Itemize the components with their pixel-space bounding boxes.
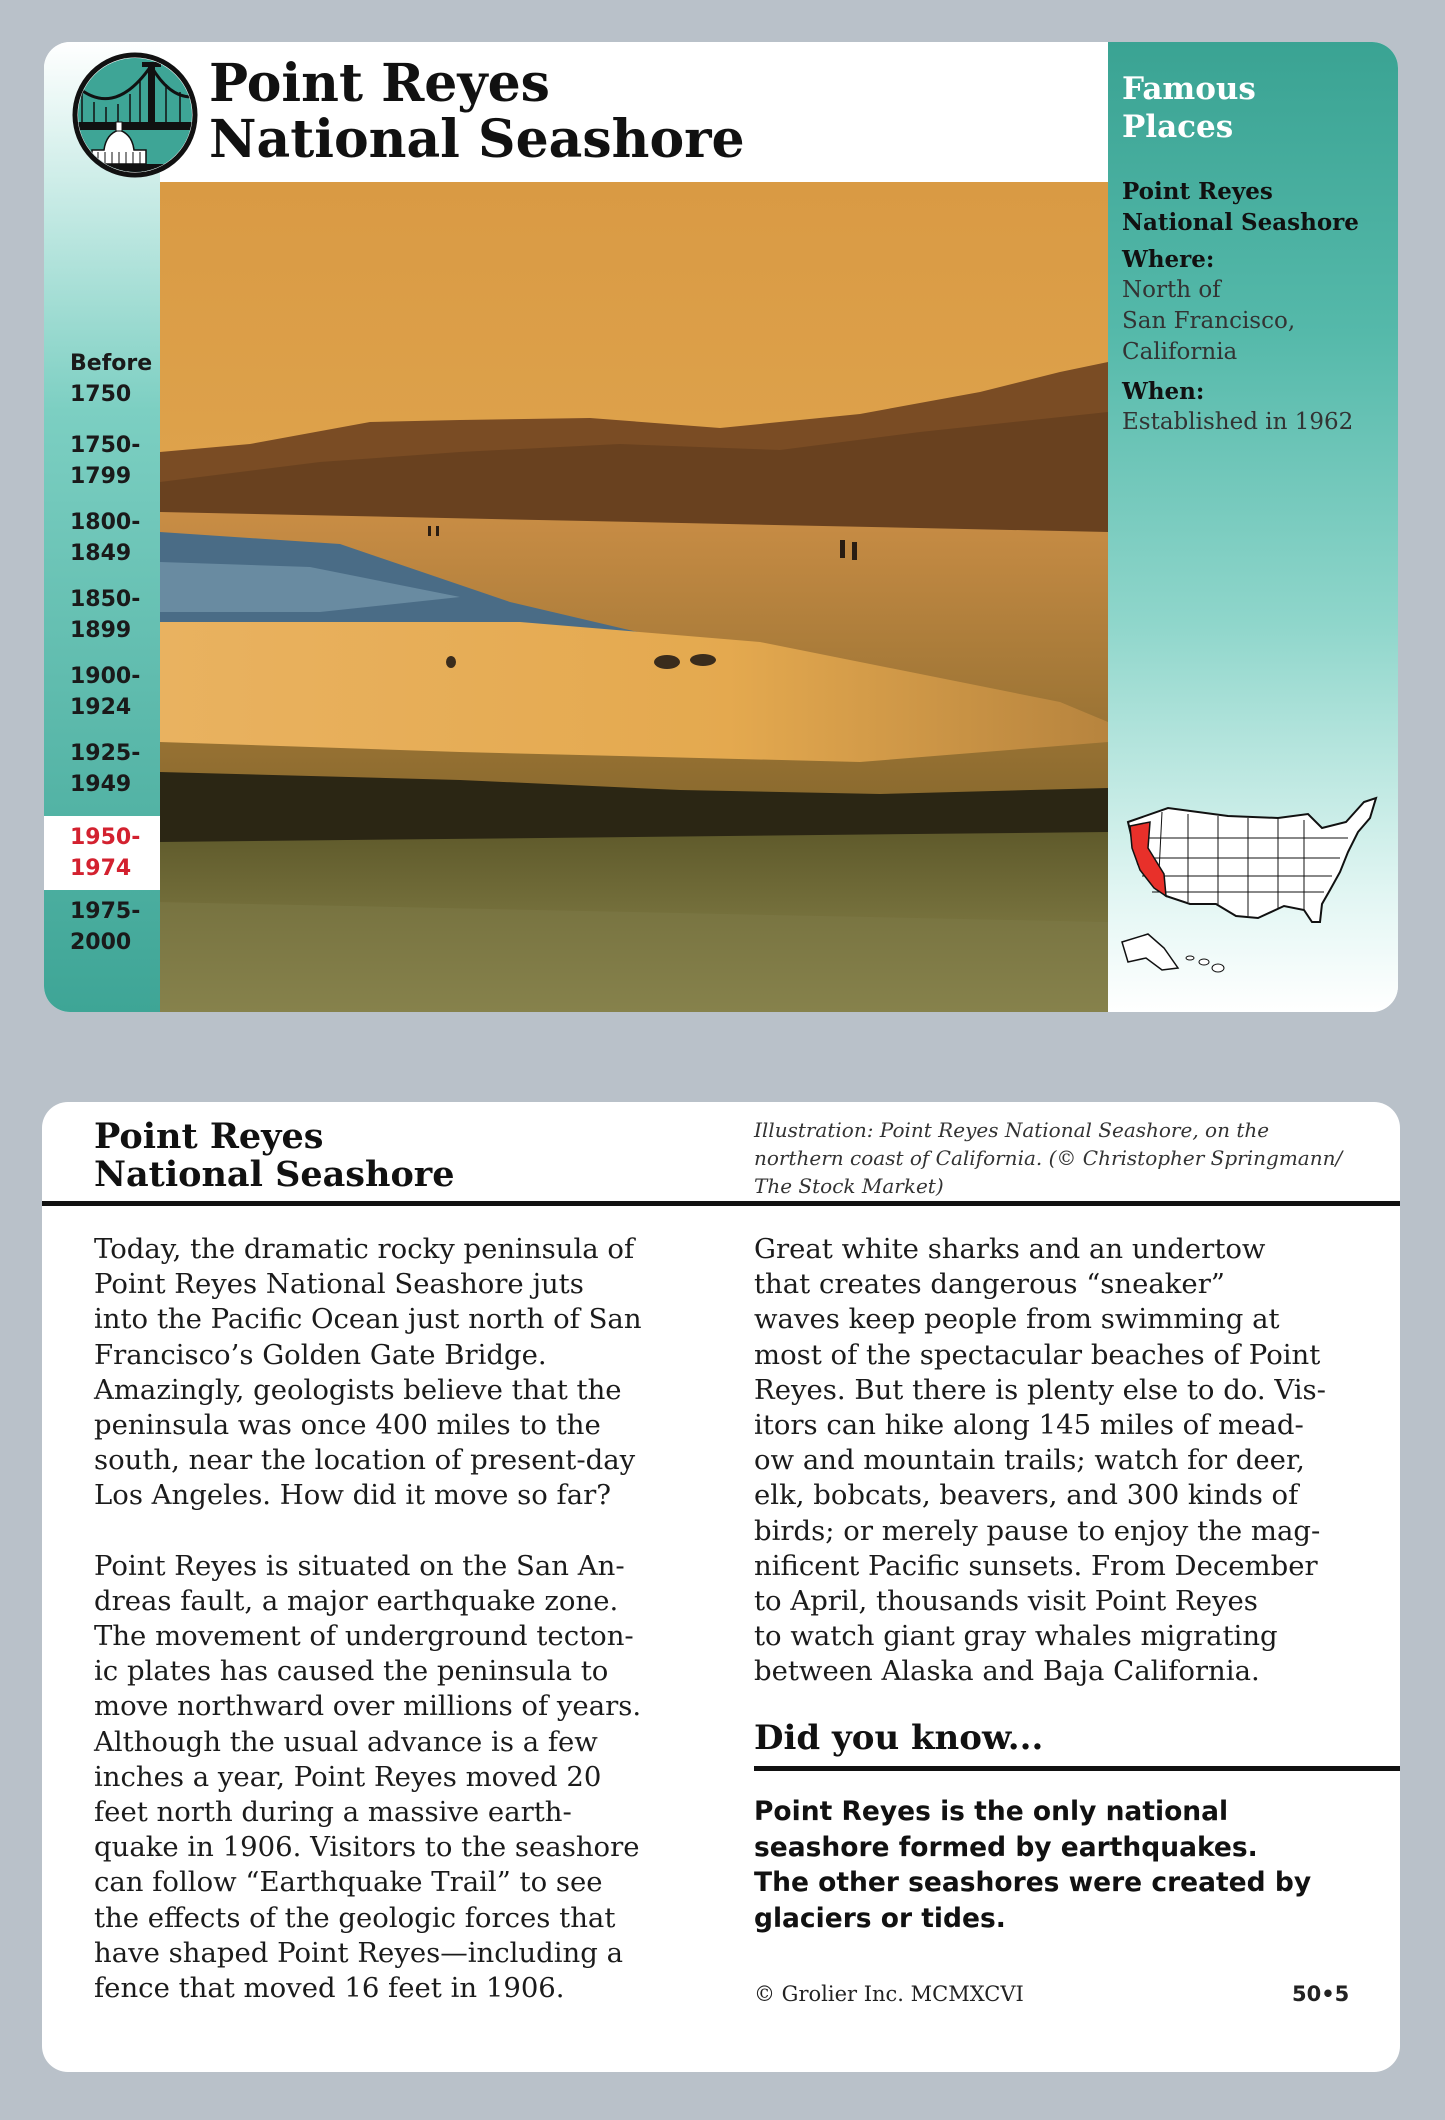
where-line1: North of bbox=[1122, 277, 1221, 303]
paragraph-2: Point Reyes is situated on the San An- dreas fault, a major earthquake zone. The movement of underground tecton- ic plates has caused the peninsula to move northward over millions of years. Although the usual advance is a few inches a year, Point Reyes moved 20 feet north during a massive earth- quake in 1906. Visitors to the seashore can follow “Earthquake Trail” to see the effects of the geologic forces that have shaped Point Reyes—including a fence that moved 16 feet in 1906. bbox=[94, 1549, 642, 2005]
back-title-line1: Point Reyes bbox=[94, 1116, 324, 1157]
place-name-line1: Point Reyes bbox=[1122, 178, 1273, 205]
card-front bbox=[44, 42, 1398, 1012]
era-1900-1924: 1900- 1924 bbox=[70, 664, 141, 720]
era-1925-1949: 1925- 1949 bbox=[70, 741, 141, 797]
paragraph-1: Today, the dramatic rocky peninsula of Point Reyes National Seashore juts into the Pacific Ocean just north of San Francisco’s Golden Gate Bridge. Amazingly, geologists believe that the peninsula was once 400 miles to the south, near the location of present-day Los Angeles. How did it move so far? bbox=[94, 1233, 642, 1512]
card-number: 50•5 bbox=[1292, 1982, 1350, 2006]
era-1850-1899: 1850- 1899 bbox=[70, 587, 141, 643]
card-back bbox=[42, 1102, 1400, 2072]
caption-line1: Illustration: Point Reyes National Seashore, on the bbox=[754, 1118, 1270, 1142]
copyright-notice: © Grolier Inc. MCMXCVI bbox=[754, 1982, 1024, 2006]
era-1750-1799: 1750- 1799 bbox=[70, 433, 141, 489]
where-label: Where: bbox=[1122, 246, 1215, 273]
front-title-line1: Point Reyes bbox=[209, 53, 550, 114]
front-title-line2: National Seashore bbox=[209, 109, 745, 170]
where-line3: California bbox=[1122, 339, 1238, 365]
series-line1: Famous bbox=[1122, 71, 1256, 107]
era-before-1750: Before 1750 bbox=[70, 351, 153, 407]
header-divider bbox=[42, 1201, 1400, 1206]
body-column-right bbox=[754, 1232, 1374, 1725]
place-name-line2: National Seashore bbox=[1122, 209, 1359, 236]
body-column-left bbox=[94, 1232, 744, 2041]
series-label bbox=[1122, 70, 1256, 146]
back-title-line2: National Seashore bbox=[94, 1154, 455, 1195]
front-title bbox=[209, 53, 909, 170]
us-map-icon bbox=[1108, 772, 1398, 1012]
era-1950-1974-active: 1950- 1974 bbox=[44, 816, 160, 890]
beach-photo bbox=[160, 182, 1108, 1012]
when-label: When: bbox=[1122, 378, 1205, 405]
caption-line3: The Stock Market) bbox=[754, 1174, 944, 1198]
era-1800-1849: 1800- 1849 bbox=[70, 510, 141, 566]
where-line2: San Francisco, bbox=[1122, 308, 1296, 334]
photo-caption bbox=[754, 1116, 1354, 1200]
when-value: Established in 1962 bbox=[1122, 409, 1354, 435]
info-panel-text bbox=[1122, 176, 1392, 438]
caption-line2: northern coast of California. (© Christopher Springmann/ bbox=[754, 1146, 1343, 1170]
did-you-know-text: Point Reyes is the only national seashore formed by earthquakes. The other seashores were created by glaciers or tides. bbox=[754, 1796, 1312, 1934]
series-line2: Places bbox=[1122, 109, 1234, 145]
era-1975-2000: 1975- 2000 bbox=[70, 899, 141, 955]
did-you-know-heading: Did you know... bbox=[754, 1718, 1044, 1758]
back-title bbox=[94, 1118, 594, 1194]
paragraph-3: Great white sharks and an undertow that creates dangerous “sneaker” waves keep people from swimming at most of the spectacular beaches of Point Reyes. But there is plenty else to do. Vis- itors can hike along 145 miles of mead- ow and mountain trails; watch for deer, elk, bobcats, beavers, and 300 kinds of birds; or merely pause to enjoy the mag- nificent Pacific sunsets. From December to April, thousands visit Point Reyes to watch giant gray whales migrating between Alaska and Baja California. bbox=[754, 1233, 1326, 1688]
golden-gate-logo-icon bbox=[72, 52, 198, 178]
did-you-know-divider bbox=[754, 1766, 1400, 1771]
